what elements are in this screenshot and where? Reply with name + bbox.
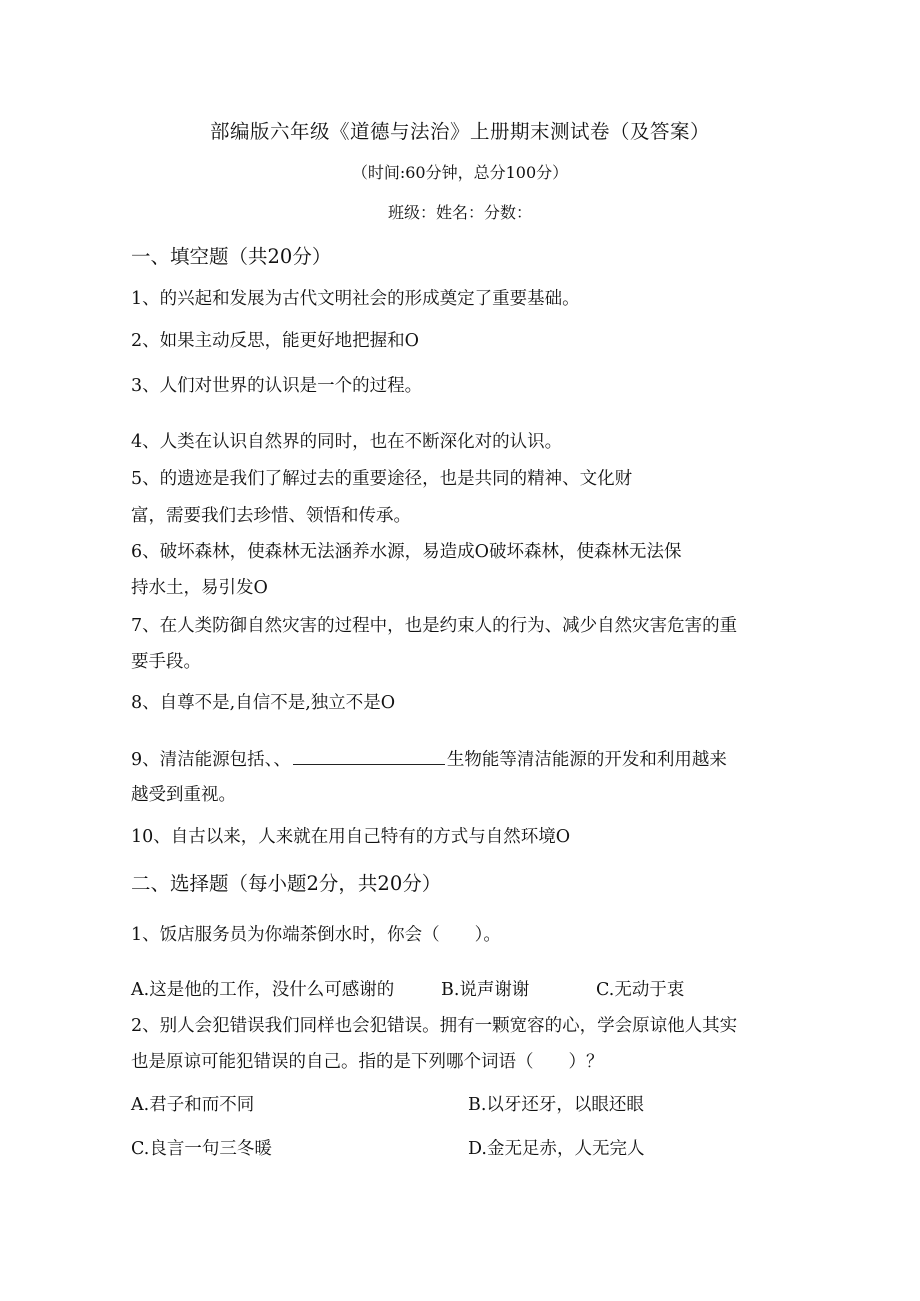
choice-2-option-b: B.以牙还牙，以眼还眼 bbox=[468, 1095, 644, 1115]
question-7-line-2: 要手段。 bbox=[131, 652, 201, 672]
question-6-line-2: 持水土，易引发O bbox=[131, 578, 268, 598]
question-10: 10、自古以来，人来就在用自己特有的方式与自然环境O bbox=[131, 827, 571, 847]
choice-question-1: 1、饭店服务员为你端茶倒水时，你会（ ）。 bbox=[131, 925, 501, 945]
question-5-line-1: 5、的遗迹是我们了解过去的重要途径，也是共同的精神、文化财 bbox=[131, 469, 633, 489]
page-title: 部编版六年级《道德与法治》上册期末测试卷（及答案） bbox=[209, 120, 710, 143]
exam-time-info: （时间:60分钟，总分100分） bbox=[351, 163, 569, 182]
question-2: 2、如果主动反思，能更好地把握和O bbox=[131, 331, 419, 351]
question-8: 8、自尊不是,自信不是,独立不是O bbox=[131, 693, 396, 713]
question-9-text-after-blank: 生物能等清洁能源的开发和利用越来 bbox=[446, 750, 727, 770]
choice-2-option-c: C.良言一句三冬暖 bbox=[131, 1139, 272, 1159]
question-1: 1、的兴起和发展为古代文明社会的形成奠定了重要基础。 bbox=[131, 289, 580, 309]
choice-question-2-line-2: 也是原谅可能犯错误的自己。指的是下列哪个词语（ ）？ bbox=[131, 1052, 604, 1072]
question-5-line-2: 富，需要我们去珍惜、领悟和传承。 bbox=[131, 506, 411, 526]
answer-blank bbox=[293, 746, 445, 765]
question-7-line-1: 7、在人类防御自然灾害的过程中，也是约束人的行为、减少自然灾害危害的重 bbox=[131, 616, 738, 636]
choice-2-option-d: D.金无足赤，人无完人 bbox=[468, 1139, 645, 1159]
question-6-line-1: 6、破坏森林，使森林无法涵养水源，易造成O破坏森林，使森林无法保 bbox=[131, 542, 682, 562]
choice-1-option-b: B.说声谢谢 bbox=[441, 980, 530, 1000]
question-9-text-before-blank: 9、清洁能源包括、、 bbox=[131, 750, 291, 770]
choice-1-option-a: A.这是他的工作，没什么可感谢的 bbox=[131, 980, 395, 1000]
choice-1-option-c: C.无动于衷 bbox=[596, 980, 685, 1000]
choice-2-option-a: A.君子和而不同 bbox=[131, 1095, 255, 1115]
section-heading-multiple-choice: 二、选择题（每小题2分，共20分） bbox=[131, 872, 442, 895]
question-9-line-2: 越受到重视。 bbox=[131, 785, 236, 805]
student-info-line: 班级：姓名：分数： bbox=[387, 203, 532, 222]
question-3: 3、人们对世界的认识是一个的过程。 bbox=[131, 376, 423, 396]
choice-question-2-line-1: 2、别人会犯错误我们同样也会犯错误。拥有一颗宽容的心，学会原谅他人其实 bbox=[131, 1016, 738, 1036]
question-4: 4、人类在认识自然界的同时，也在不断深化对的认识。 bbox=[131, 432, 563, 452]
section-heading-fill-blank: 一、填空题（共20分） bbox=[131, 245, 332, 268]
question-9-line-1 bbox=[131, 746, 727, 772]
